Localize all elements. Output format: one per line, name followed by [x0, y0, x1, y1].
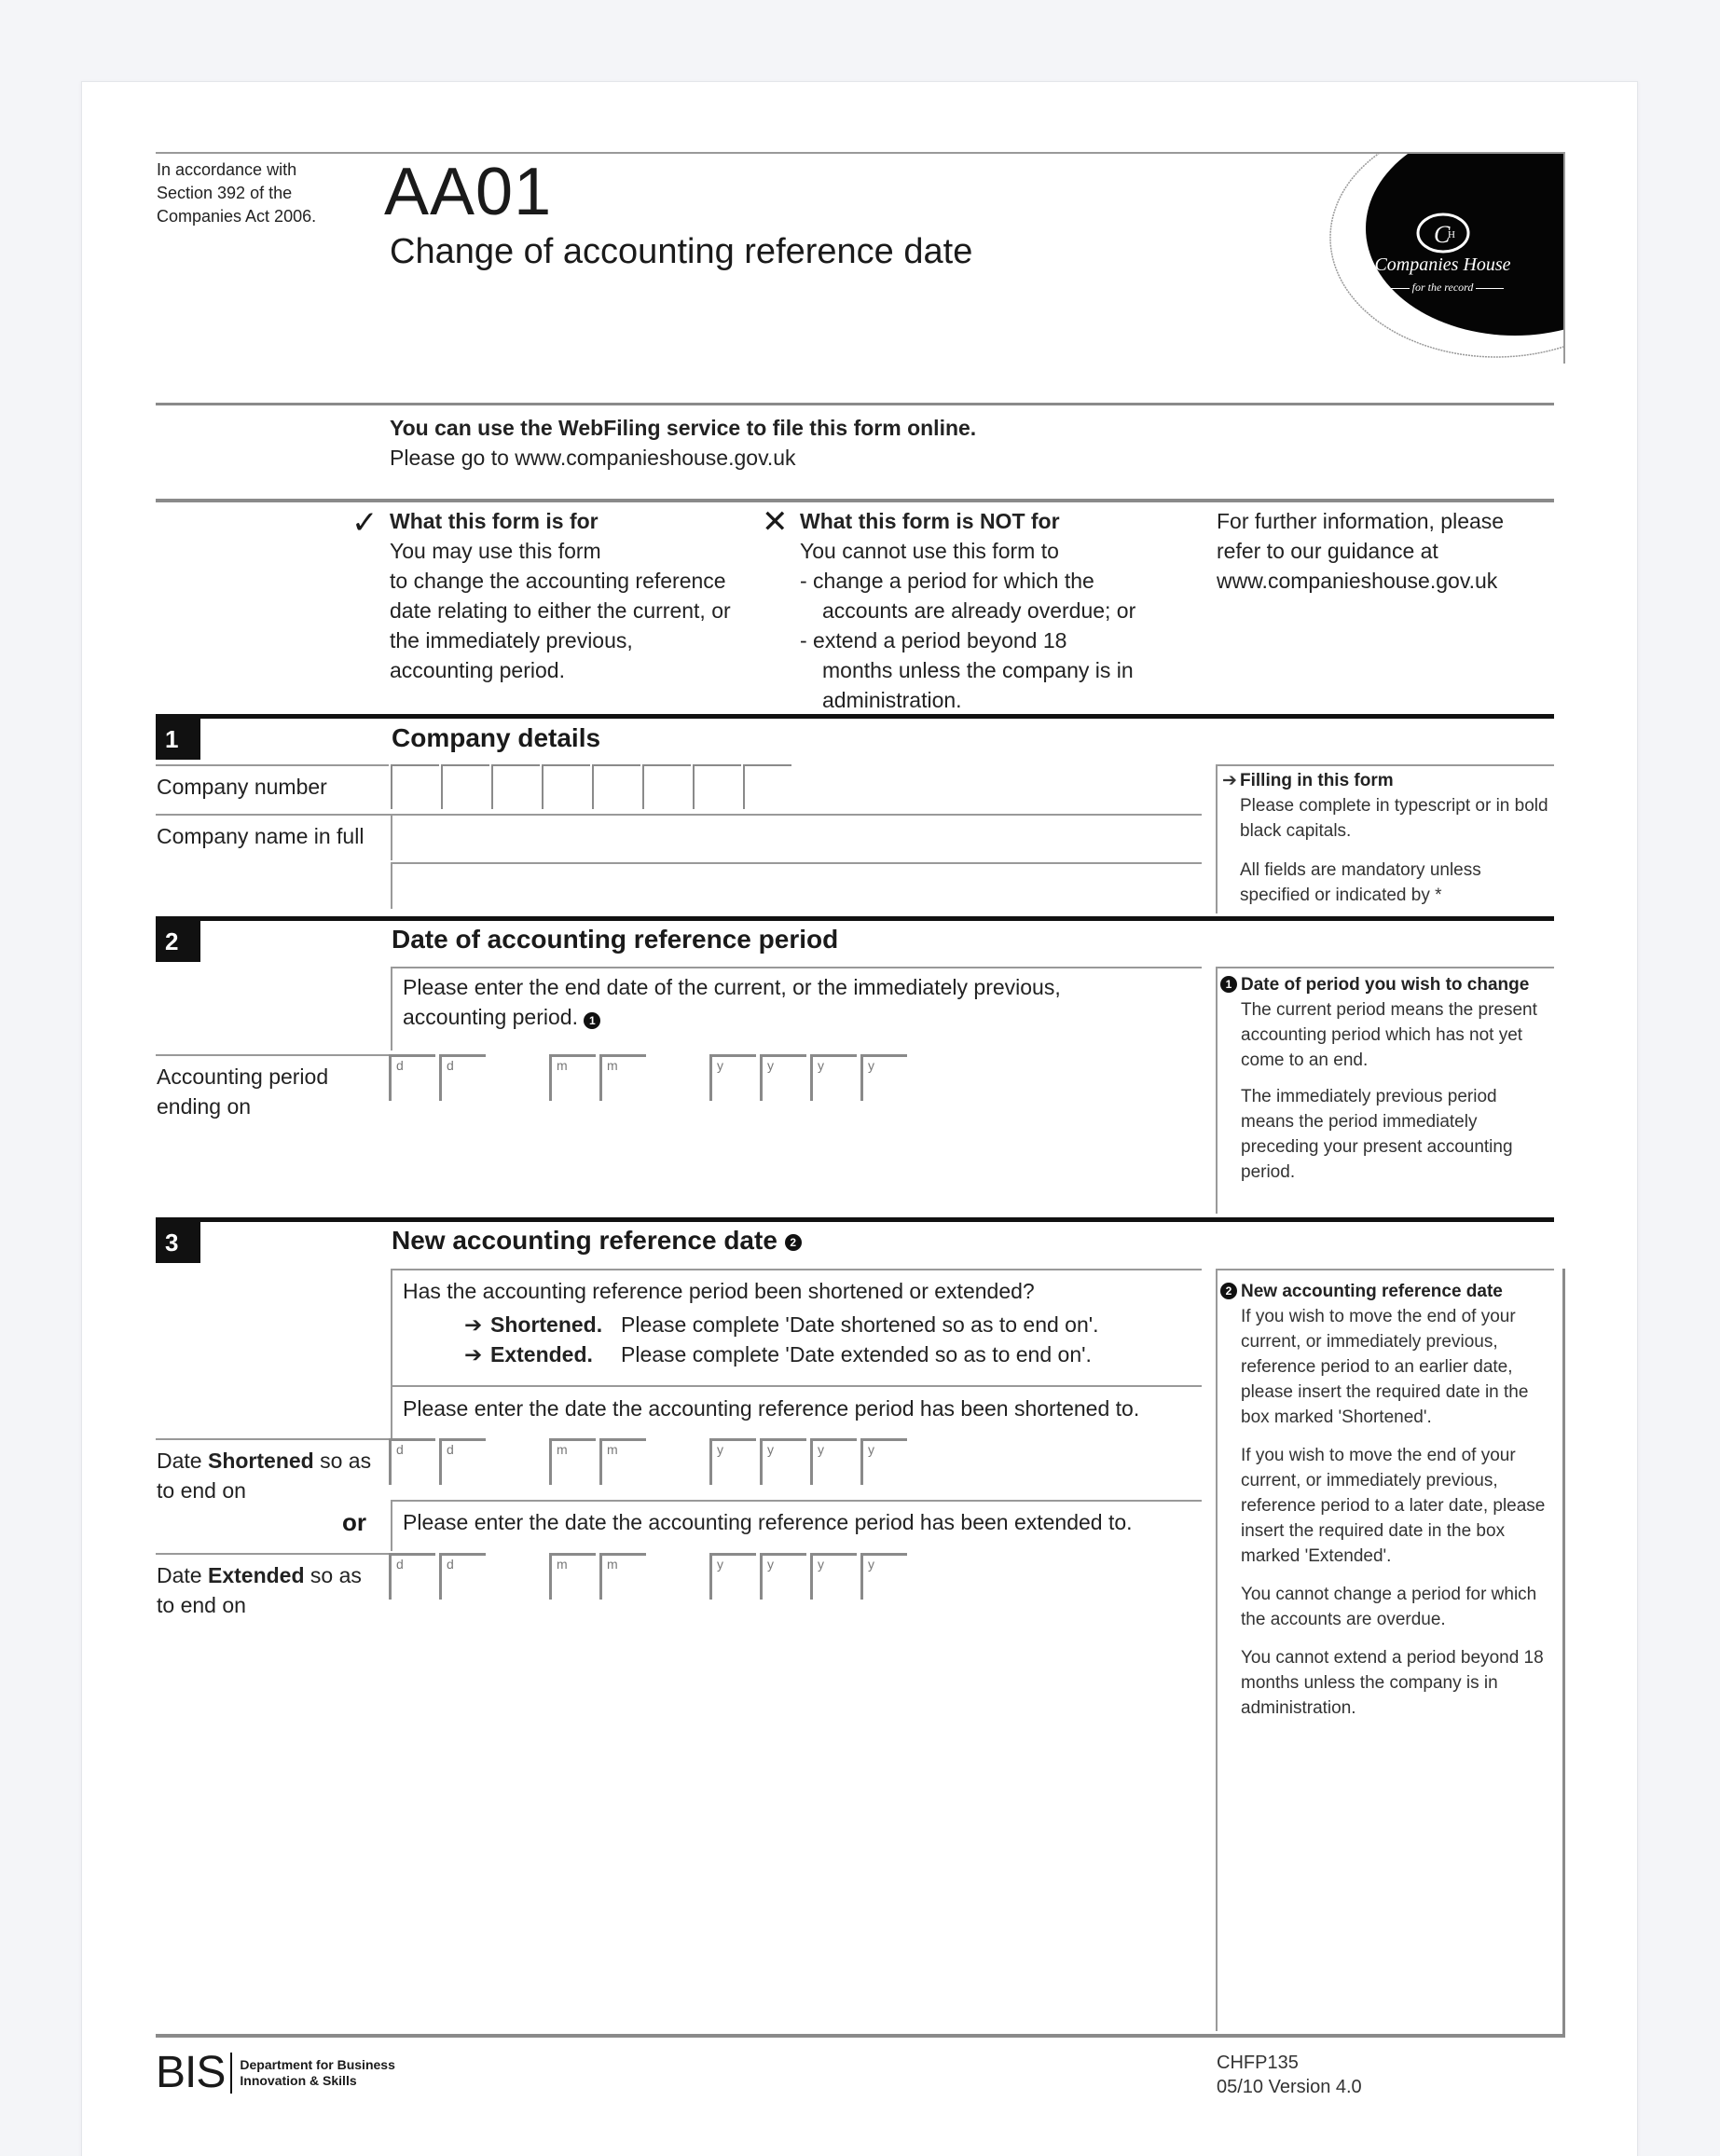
filling-in-note — [1222, 768, 1553, 908]
company-name-input-line2[interactable] — [392, 864, 1200, 907]
note-marker-2-icon: 2 — [1220, 1283, 1237, 1299]
version-text: 05/10 Version 4.0 — [1217, 2077, 1362, 2097]
further-info — [1217, 506, 1562, 596]
webfiling-top-rule — [156, 403, 1554, 405]
year-input[interactable] — [763, 1441, 806, 1485]
period-end-label — [157, 1062, 328, 1121]
further-info-line: For further information, please — [1217, 509, 1505, 533]
section1-title: Company details — [392, 723, 601, 752]
shortened-date-label — [157, 1446, 371, 1505]
legal-note-line: In accordance with — [157, 160, 297, 179]
year-input[interactable] — [712, 1441, 756, 1485]
date-cell-hint: m — [607, 1557, 618, 1572]
date-cell-hint: y — [818, 1557, 824, 1572]
side-note2-rule — [1217, 967, 1554, 968]
what-form-is-not-for-heading: What this form is NOT for — [800, 509, 1060, 533]
section3-number: 3 — [156, 1222, 200, 1263]
company-number-cell[interactable] — [642, 764, 691, 809]
arrow-icon: ➔ — [464, 1342, 483, 1366]
logo-tagline-text: for the record — [1411, 281, 1474, 294]
extended-instruction-rule — [391, 1500, 1202, 1502]
form-ref: CHFP135 — [1217, 2053, 1299, 2073]
date-cell-year[interactable] — [810, 1553, 857, 1600]
footer-rule — [156, 2034, 1565, 2038]
year-input[interactable] — [813, 1057, 857, 1101]
year-input[interactable] — [712, 1556, 756, 1600]
question-text: Has the accounting reference period been shortened or extended? — [403, 1279, 1035, 1303]
day-input[interactable] — [442, 1057, 486, 1101]
label-part: Date — [157, 1449, 208, 1473]
month-input[interactable] — [602, 1441, 646, 1485]
company-number-cell[interactable] — [542, 764, 590, 809]
bis-name-line: Innovation & Skills — [240, 2073, 357, 2088]
day-input[interactable] — [442, 1441, 486, 1485]
section1-rule — [156, 714, 1554, 719]
date-cell-hint: d — [396, 1557, 404, 1572]
bis-name-line: Department for Business — [240, 2057, 395, 2072]
company-number-input[interactable] — [745, 766, 791, 809]
company-number-input[interactable] — [544, 766, 590, 809]
intro-line: accounts are already overdue; or — [822, 598, 1136, 623]
date-cell-year[interactable] — [760, 1553, 806, 1600]
month-input[interactable] — [552, 1057, 596, 1101]
section3-title — [392, 1226, 802, 1256]
date-cell-year[interactable] — [760, 1054, 806, 1101]
date-cell-year[interactable] — [709, 1054, 756, 1101]
period-change-para: The immediately previous period means the period immediately preceding your present accounting period. — [1241, 1087, 1513, 1182]
cross-icon: ✕ — [762, 504, 789, 540]
section2-instruction-rule — [391, 967, 1202, 968]
date-cell-hint: m — [607, 1058, 618, 1073]
side-note2-border — [1216, 967, 1218, 1214]
section2-rule — [156, 916, 1554, 921]
year-input[interactable] — [863, 1057, 907, 1101]
company-number-cell[interactable] — [491, 764, 540, 809]
section3-question-rule — [391, 1269, 1202, 1270]
company-number-input[interactable] — [695, 766, 741, 809]
svg-text:C: C — [1434, 221, 1451, 248]
day-input[interactable] — [392, 1556, 435, 1600]
date-cell-year[interactable] — [860, 1438, 907, 1485]
date-cell-hint: m — [607, 1442, 618, 1457]
date-cell-day[interactable] — [389, 1054, 435, 1101]
date-cell-hint: d — [447, 1058, 454, 1073]
date-cell-day[interactable] — [439, 1438, 486, 1485]
company-number-input[interactable] — [443, 766, 489, 809]
note-marker-1-icon: 1 — [584, 1012, 600, 1029]
side-note1-border — [1216, 764, 1218, 913]
date-cell-hint: d — [396, 1058, 404, 1073]
date-cell-year[interactable] — [860, 1054, 907, 1101]
year-input[interactable] — [763, 1556, 806, 1600]
date-cell-month[interactable] — [599, 1438, 646, 1485]
period-change-para: The current period means the present accounting period which has not yet come to an end. — [1241, 1000, 1537, 1070]
section2-number: 2 — [156, 921, 200, 962]
shorten-extend-question — [403, 1276, 1195, 1369]
date-cell-hint: y — [767, 1557, 774, 1572]
side-note3-rule — [1217, 1269, 1554, 1270]
date-cell-hint: d — [447, 1557, 454, 1572]
webfiling-link[interactable]: Please go to www.companieshouse.gov.uk — [390, 446, 796, 470]
date-cell-day[interactable] — [439, 1054, 486, 1101]
svg-text:H: H — [1448, 229, 1455, 240]
side-note1-rule — [1217, 764, 1554, 766]
bis-abbr: BIS — [156, 2048, 226, 2097]
date-cell-day[interactable] — [389, 1553, 435, 1600]
option-shortened — [403, 1310, 1195, 1339]
company-number-cell[interactable] — [391, 764, 439, 809]
year-input[interactable] — [813, 1441, 857, 1485]
section2-instruction — [403, 972, 1121, 1032]
note-marker-2-icon: 2 — [785, 1234, 802, 1251]
form-version — [1217, 2051, 1362, 2099]
date-cell-day[interactable] — [389, 1438, 435, 1485]
label-part: so as — [313, 1449, 372, 1473]
date-cell-hint: y — [717, 1557, 723, 1572]
label-part: Extended — [207, 1563, 305, 1587]
logo-tagline — [1361, 281, 1524, 295]
company-number-cell[interactable] — [743, 764, 791, 809]
what-form-is-for-heading: What this form is for — [390, 509, 599, 533]
side-note3-right-border — [1562, 1269, 1565, 2037]
month-input[interactable] — [552, 1556, 596, 1600]
date-cell-hint: y — [767, 1442, 774, 1457]
legal-note-line: Section 392 of the — [157, 184, 293, 202]
date-cell-hint: y — [717, 1442, 723, 1457]
year-input[interactable] — [712, 1057, 756, 1101]
date-cell-year[interactable] — [709, 1438, 756, 1485]
company-name-label: Company name in full — [157, 824, 365, 848]
date-cell-month[interactable] — [599, 1054, 646, 1101]
month-input[interactable] — [602, 1057, 646, 1101]
arrow-icon: ➔ — [464, 1312, 483, 1337]
filling-in-heading: Filling in this form — [1240, 771, 1394, 790]
date-cell-year[interactable] — [810, 1054, 857, 1101]
intro-line: administration. — [822, 688, 962, 712]
intro-line: You may use this form — [390, 539, 601, 563]
year-input[interactable] — [863, 1441, 907, 1485]
company-number-rule — [156, 764, 389, 766]
day-input[interactable] — [392, 1441, 435, 1485]
extended-instruction-border — [391, 1500, 392, 1551]
period-end-label-line: ending on — [157, 1094, 252, 1119]
form-title: Change of accounting reference date — [390, 232, 973, 271]
section3-rule — [156, 1217, 1554, 1222]
option-text: Please complete 'Date shortened so as to end on'. — [621, 1312, 1099, 1337]
bis-divider — [230, 2053, 232, 2094]
shortened-instruction-rule — [391, 1385, 1202, 1387]
label-part: so as — [304, 1563, 362, 1587]
date-cell-month[interactable] — [549, 1054, 596, 1101]
intro-line: months unless the company is in — [822, 658, 1134, 682]
intro-line: - extend a period beyond 18 — [800, 628, 1067, 652]
date-cell-hint: d — [396, 1442, 404, 1457]
date-cell-hint: y — [868, 1058, 874, 1073]
filling-in-para: All fields are mandatory unless specified or indicated by * — [1240, 860, 1481, 905]
label-part: to end on — [157, 1478, 246, 1503]
new-date-para: If you wish to move the end of your current, or immediately previous, reference period to an earlier date, please insert the required date in the box marked 'Shortened'. — [1241, 1307, 1529, 1427]
company-number-input[interactable] — [594, 766, 640, 809]
section2-instruction-border — [391, 967, 392, 1051]
date-cell-year[interactable] — [760, 1438, 806, 1485]
intro-line: accounting period. — [390, 658, 565, 682]
date-cell-year[interactable] — [860, 1553, 907, 1600]
period-end-label-line: Accounting period — [157, 1064, 329, 1089]
side-note3-border — [1216, 1269, 1218, 2031]
legal-note-line: Companies Act 2006. — [157, 207, 317, 226]
label-part: Shortened — [207, 1449, 314, 1473]
shortened-instruction-border — [391, 1385, 392, 1441]
further-info-line: refer to our guidance at — [1217, 539, 1438, 563]
month-input[interactable] — [552, 1441, 596, 1485]
intro-line: date relating to either the current, or — [390, 598, 731, 623]
company-number-cell[interactable] — [693, 764, 741, 809]
date-cell-hint: d — [447, 1442, 454, 1457]
form-code: AA01 — [384, 155, 553, 229]
new-date-para: You cannot change a period for which the accounts are overdue. — [1241, 1585, 1537, 1629]
intro-line: - change a period for which the — [800, 569, 1094, 593]
companies-house-logo — [1324, 154, 1564, 364]
date-cell-hint: y — [868, 1442, 874, 1457]
bis-name — [240, 2057, 394, 2089]
day-input[interactable] — [392, 1057, 435, 1101]
legal-note — [157, 158, 343, 228]
checkmark-icon: ✓ — [351, 505, 378, 541]
extended-date-label — [157, 1560, 362, 1620]
intro-line: the immediately previous, — [390, 628, 633, 652]
date-cell-month[interactable] — [549, 1438, 596, 1485]
year-input[interactable] — [863, 1556, 907, 1600]
extended-date-rule — [156, 1553, 389, 1555]
intro-line: You cannot use this form to — [800, 539, 1059, 563]
period-change-heading: Date of period you wish to change — [1241, 975, 1530, 995]
date-cell-hint: y — [818, 1442, 824, 1457]
date-cell-month[interactable] — [549, 1553, 596, 1600]
option-label: Shortened. — [490, 1312, 603, 1337]
date-cell-hint: m — [557, 1058, 568, 1073]
intro-line: to change the accounting reference — [390, 569, 726, 593]
intro-top-rule — [156, 499, 1554, 502]
webfiling-headline: You can use the WebFiling service to file this form online. — [390, 416, 977, 440]
new-date-para: You cannot extend a period beyond 18 months unless the company is in administration. — [1241, 1648, 1544, 1718]
date-cell-hint: m — [557, 1442, 568, 1457]
month-input[interactable] — [602, 1556, 646, 1600]
period-end-rule — [156, 1054, 389, 1056]
company-number-input[interactable] — [493, 766, 540, 809]
extended-instruction: Please enter the date the accounting reference period has been extended to. — [403, 1510, 1133, 1534]
what-form-is-not-for — [800, 506, 1191, 715]
date-cell-hint: y — [868, 1557, 874, 1572]
company-number-input[interactable] — [392, 766, 439, 809]
arrow-icon: ➔ — [1222, 771, 1237, 790]
section2-title: Date of accounting reference period — [392, 925, 839, 954]
section3-title-text: New accounting reference date — [392, 1226, 777, 1255]
note-marker-1-icon: 1 — [1220, 976, 1237, 993]
what-form-is-for — [390, 506, 763, 685]
header-right-border — [1563, 152, 1565, 364]
new-date-heading: New accounting reference date — [1241, 1282, 1503, 1301]
company-number-input[interactable] — [644, 766, 691, 809]
label-part: to end on — [157, 1593, 246, 1617]
option-label: Extended. — [490, 1342, 593, 1366]
company-number-cell[interactable] — [592, 764, 640, 809]
logo-name: Companies House — [1374, 254, 1511, 275]
new-date-para: If you wish to move the end of your current, or immediately previous, reference period to a later date, please insert the required date in the box marked 'Extended'. — [1241, 1446, 1546, 1566]
date-cell-hint: m — [557, 1557, 568, 1572]
new-date-note — [1220, 1279, 1558, 1721]
shortened-date-rule — [156, 1438, 389, 1440]
date-cell-hint: y — [767, 1058, 774, 1073]
option-text: Please complete 'Date extended so as to end on'. — [621, 1342, 1092, 1366]
day-input[interactable] — [442, 1556, 486, 1600]
date-cell-day[interactable] — [439, 1553, 486, 1600]
section2-instruction-text: Please enter the end date of the current, or the immediately previous, accounting period. — [403, 975, 1061, 1029]
date-cell-month[interactable] — [599, 1553, 646, 1600]
filling-in-para: Please complete in typescript or in bold black capitals. — [1240, 796, 1548, 841]
period-change-note — [1220, 972, 1554, 1185]
label-part: Date — [157, 1563, 208, 1587]
date-cell-year[interactable] — [810, 1438, 857, 1485]
company-number-label: Company number — [157, 775, 327, 799]
date-cell-hint: y — [818, 1058, 824, 1073]
year-input[interactable] — [813, 1556, 857, 1600]
date-cell-year[interactable] — [709, 1553, 756, 1600]
or-label: or — [342, 1508, 366, 1536]
bis-logo — [156, 2049, 395, 2097]
section3-question-border — [391, 1269, 392, 1385]
section1-number: 1 — [156, 719, 200, 760]
shortened-instruction: Please enter the date the accounting reference period has been shortened to. — [403, 1396, 1140, 1421]
year-input[interactable] — [763, 1057, 806, 1101]
company-name-input-line1[interactable] — [392, 816, 1200, 858]
date-cell-hint: y — [717, 1058, 723, 1073]
company-number-cell[interactable] — [441, 764, 489, 809]
guidance-link[interactable]: www.companieshouse.gov.uk — [1217, 569, 1498, 593]
option-extended — [403, 1339, 1195, 1369]
